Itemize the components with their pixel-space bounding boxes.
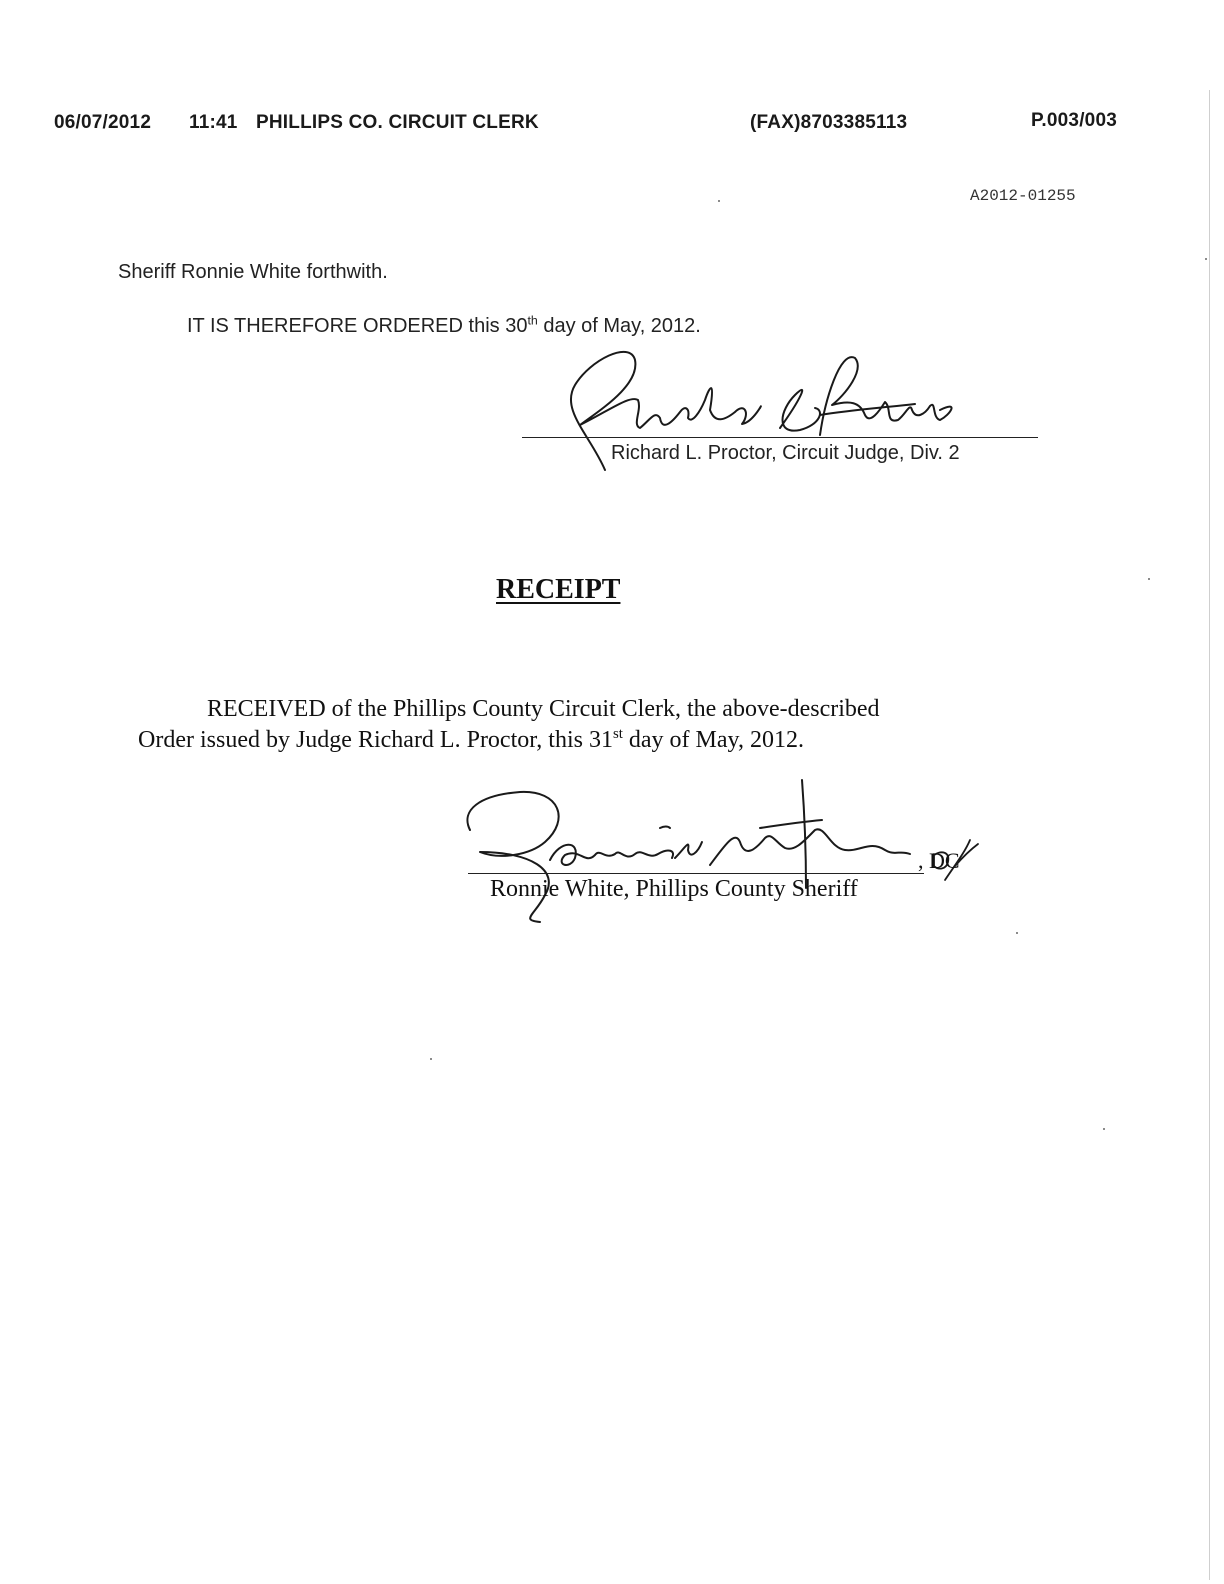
ordered-sup: th (527, 313, 538, 328)
fax-time: 11:41 (189, 112, 238, 133)
sheriff-signature-line (468, 873, 924, 874)
ordered-prefix: IT IS THEREFORE ORDERED this 30 (187, 315, 528, 337)
order-ordered-line (187, 315, 701, 338)
document-number: A2012-01255 (970, 187, 1076, 205)
scan-speck (1205, 258, 1207, 260)
scan-speck (1148, 578, 1150, 580)
ordered-suffix: day of May, 2012. (537, 315, 701, 337)
judge-signature-line (522, 437, 1038, 438)
order-continuation: Sheriff Ronnie White forthwith. (118, 261, 388, 283)
scan-edge (1209, 90, 1210, 1580)
sheriff-signature (450, 770, 990, 930)
scan-speck (1016, 932, 1018, 934)
sheriff-caption: Ronnie White, Phillips County Sheriff (490, 876, 858, 902)
fax-number: (FAX)8703385113 (750, 112, 908, 133)
fax-sender: PHILLIPS CO. CIRCUIT CLERK (256, 112, 539, 133)
scan-speck (1103, 1128, 1105, 1130)
deputy-mark: , DC (918, 848, 960, 873)
scan-speck (718, 200, 720, 202)
receipt-line-2 (138, 727, 804, 754)
fax-page: P.003/003 (1031, 110, 1117, 131)
fax-date: 06/07/2012 (54, 112, 152, 133)
scan-speck (430, 1058, 432, 1060)
judge-caption: Richard L. Proctor, Circuit Judge, Div. 2 (611, 442, 960, 464)
receipt-title: RECEIPT (496, 574, 621, 605)
receipt-line-2-prefix: Order issued by Judge Richard L. Proctor, this 31 (138, 727, 613, 753)
receipt-line-1: RECEIVED of the Phillips County Circuit Clerk, the above-described (207, 696, 880, 722)
receipt-line-2-sup: st (612, 726, 623, 742)
receipt-line-2-suffix: day of May, 2012. (622, 727, 804, 753)
